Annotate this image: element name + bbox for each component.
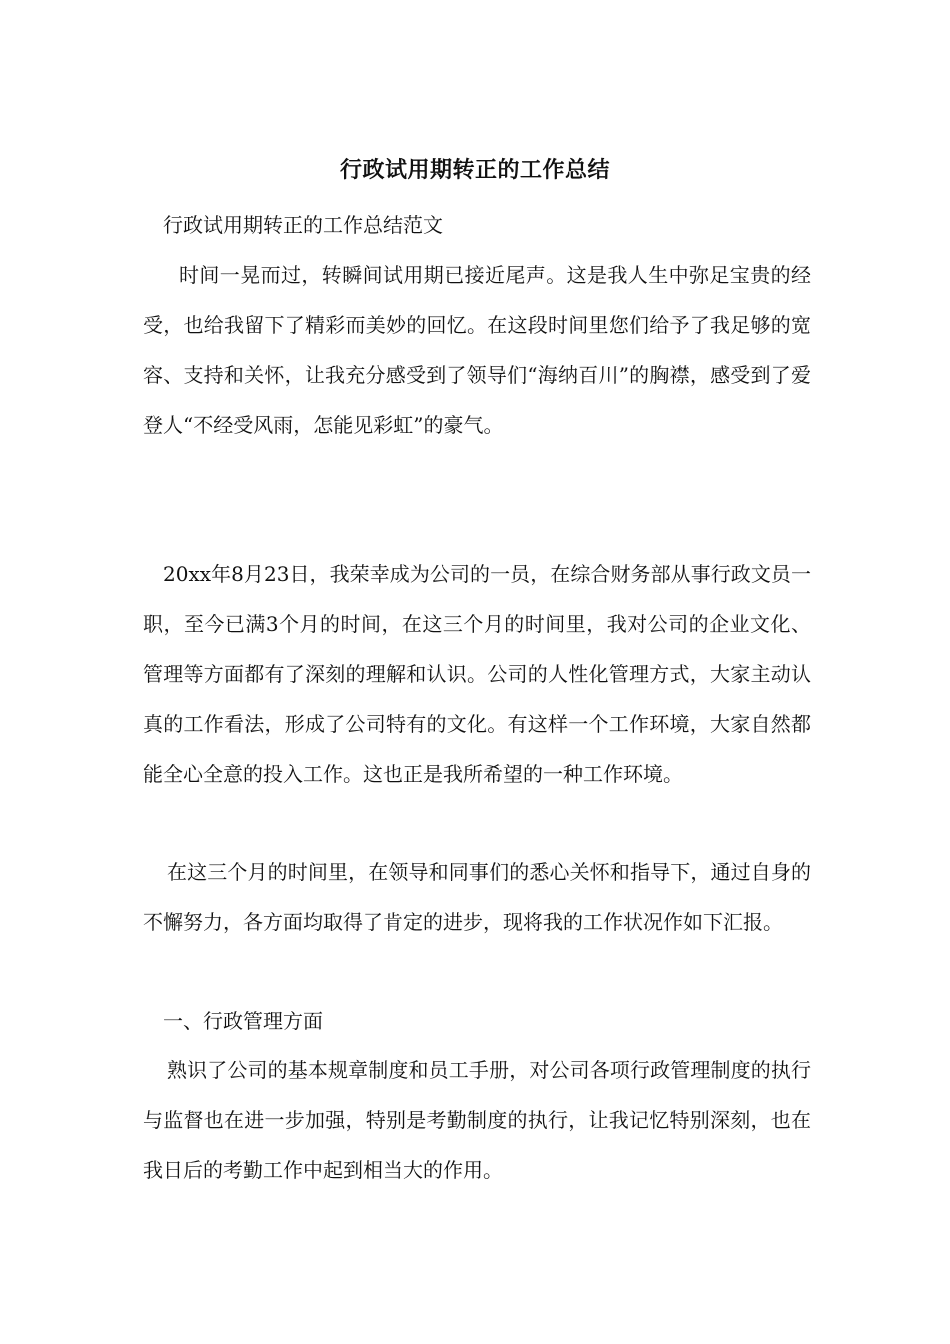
paragraph-intro: 时间一晃而过，转瞬间试用期已接近尾声。这是我人生中弥足宝贵的经受，也给我留下了精彩而美妙的回忆。在这段时间里您们给予了我足够的宽容、支持和关怀，让我充分感受到了领导们“海纳百川”的胸襟，感受到了爱登人“不经受风雨，怎能见彩虹”的豪气。 <box>143 263 811 437</box>
section-heading: 一、行政管理方面 <box>163 1009 323 1033</box>
document-title: 行政试用期转正的工作总结 <box>339 157 610 183</box>
section-paragraph: 熟识了公司的基本规章制度和员工手册，对公司各项行政管理制度的执行与监督也在进一步加强，特别是考勤制度的执行，让我记忆特别深刻，也在我日后的考勤工作中起到相当大的作用。 <box>143 1058 811 1182</box>
paragraph-summary: 在这三个月的时间里，在领导和同事们的悉心关怀和指导下，通过自身的不懈努力，各方面均取得了肯定的进步，现将我的工作状况作如下汇报。 <box>143 860 811 934</box>
document-subtitle: 行政试用期转正的工作总结范文 <box>163 213 443 237</box>
paragraph-background: 20xx年8月23日，我荣幸成为公司的一员，在综合财务部从事行政文员一职，至今已满3个月的时间，在这三个月的时间里，我对公司的企业文化、管理等方面都有了深刻的理解和认识。公司的人性化管理方式，大家主动认真的工作看法，形成了公司特有的文化。有这样一个工作环境，大家自然都能全心全意的投入工作。这也正是我所希望的一种工作环境。 <box>143 562 811 786</box>
